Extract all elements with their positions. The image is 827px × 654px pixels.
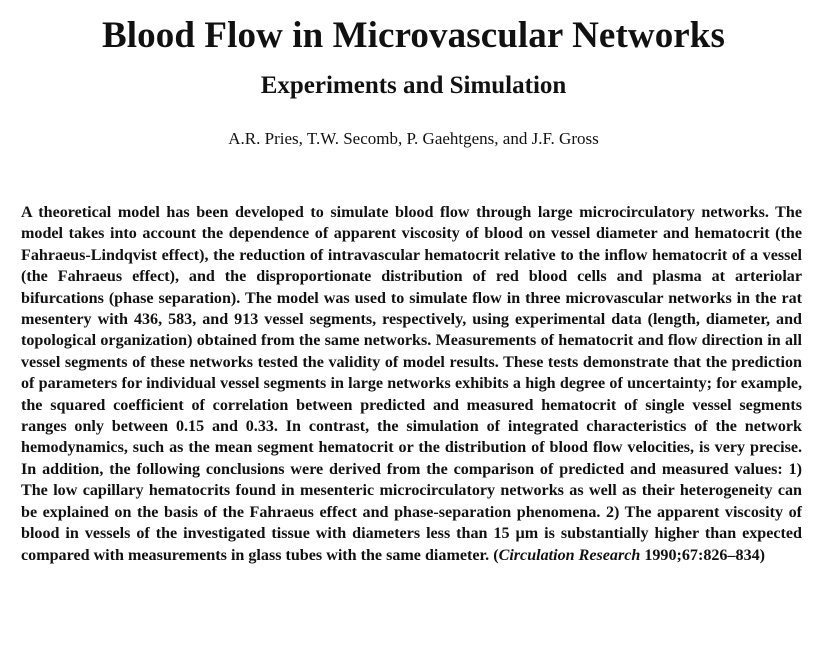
- abstract-body: A theoretical model has been developed to simulate blood flow through large microcirculatory networks. The model takes into account the dependence of apparent viscosity of blood on vessel diameter and hematocrit (the Fahraeus-Lindqvist effect), the reduction of intravascular hematocrit relative to the inflow hematocrit of a vessel (the Fahraeus effect), and the disproportionate distribution of red blood cells and plasma at arteriolar bifurcations (phase separation). The model was used to simulate flow in three microvascular networks in the rat mesentery with 436, 583, and 913 vessel segments, respectively, using experimental data (length, diameter, and topological organization) obtained from the same networks. Measurements of hematocrit and flow direction in all vessel segments of these networks tested the validity of model results. These tests demonstrate that the prediction of parameters for individual vessel segments in large networks exhibits a high degree of uncertainty; for example, the squared coefficient of correlation between predicted and measured hematocrit of single vessel segments ranges only between 0.15 and 0.33. In contrast, the simulation of integrated characteristics of the network hemodynamics, such as the mean segment hematocrit or the distribution of blood flow velocities, is very precise. In addition, the following conclusions were derived from the comparison of predicted and measured values: 1) The low capillary hematocrits found in mesenteric microcirculatory networks as well as their heterogeneity can be explained on the basis of the Fahraeus effect and phase-separation phenomena. 2) The apparent viscosity of blood in vessels of the investigated tissue with diameters less than 15 µm is substantially higher than expected compared with measurements in glass tubes with the same diameter.: [21, 204, 802, 564]
- abstract-paragraph: [21, 202, 802, 566]
- author-list: A.R. Pries, T.W. Secomb, P. Gaehtgens, and J.F. Gross: [228, 129, 599, 148]
- paper-title: Blood Flow in Microvascular Networks: [102, 15, 725, 56]
- citation-journal: Circulation Research: [498, 546, 641, 564]
- citation-details: 1990;67:826–834): [640, 546, 766, 564]
- paper-subtitle: Experiments and Simulation: [260, 72, 567, 99]
- citation-open: (: [489, 546, 499, 564]
